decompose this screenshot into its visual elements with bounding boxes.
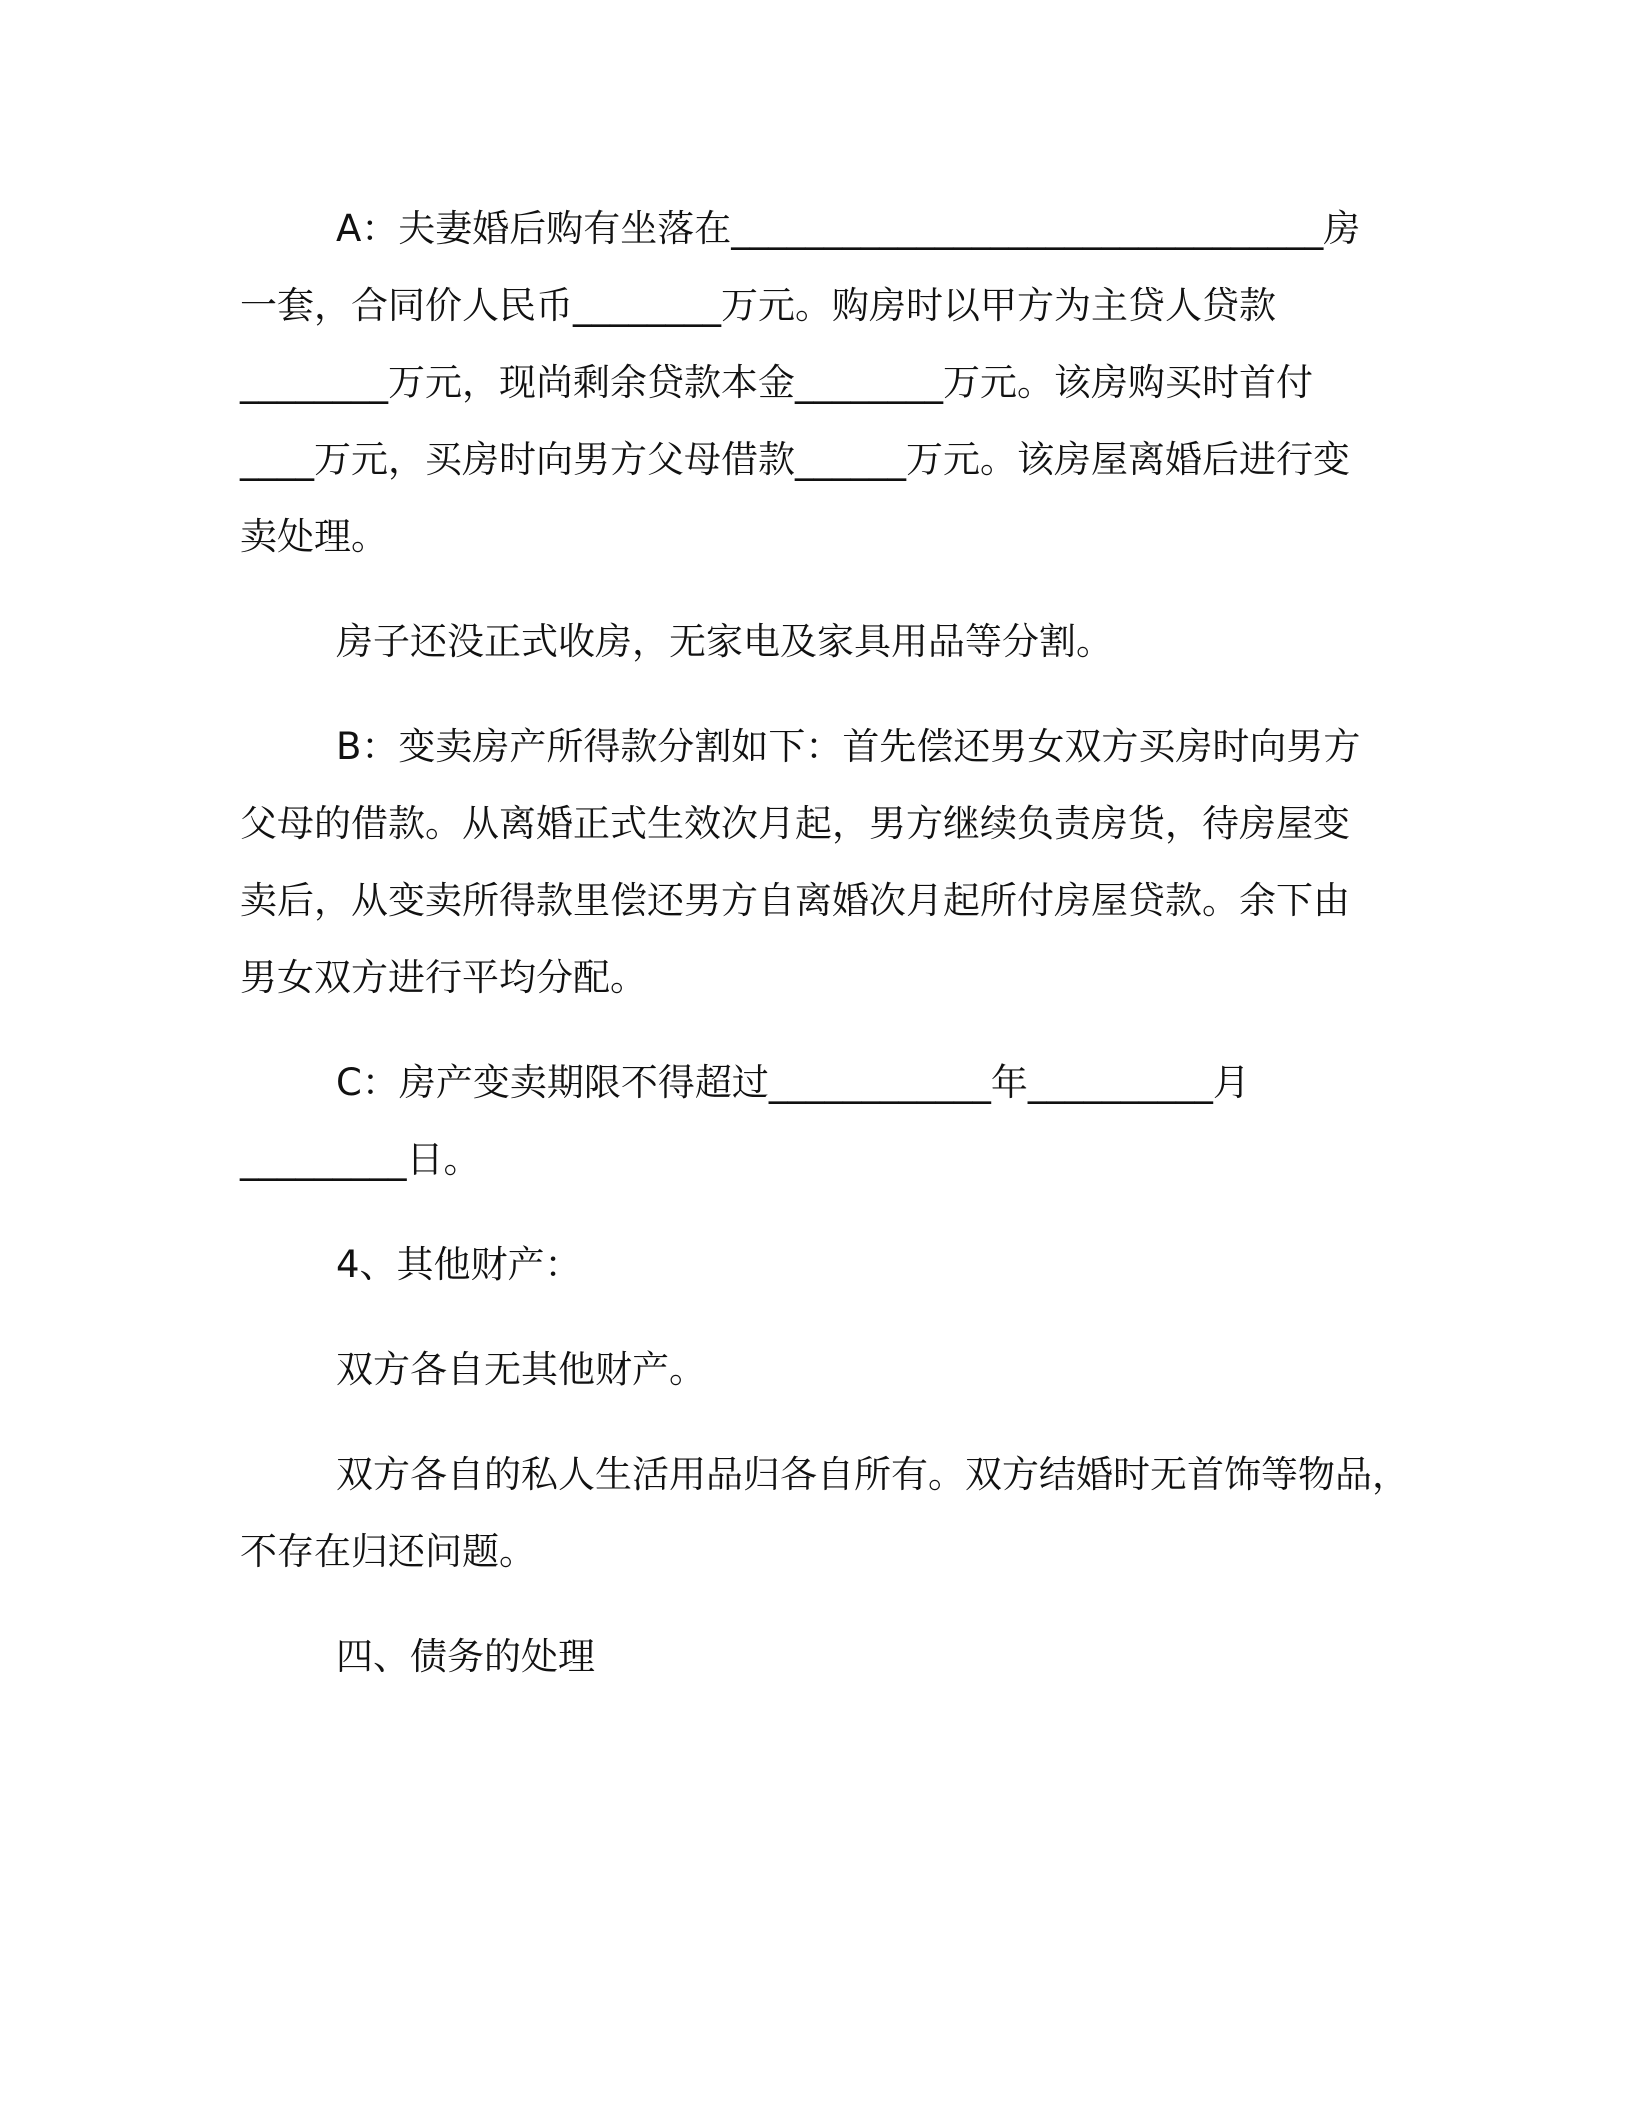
heading-other-property: [240, 1226, 1430, 1303]
text-line: ________万元，现尚剩余贷款本金________万元。该房购买时首付: [240, 361, 1313, 404]
text-line: 卖处理。: [240, 515, 388, 558]
heading-debt-handling: [240, 1618, 1430, 1695]
paragraph-personal-items: [240, 1436, 1430, 1590]
text-line: 四、债务的处理: [336, 1635, 595, 1678]
paragraph-no-appliances: [240, 603, 1430, 680]
text-line: ____万元，买房时向男方父母借款______万元。该房屋离婚后进行变: [240, 438, 1350, 481]
text-line: 一套，合同价人民币________万元。购房时以甲方为主贷人贷款: [240, 284, 1276, 327]
text-line: C：房产变卖期限不得超过____________年__________月: [336, 1061, 1250, 1104]
text-line: B：变卖房产所得款分割如下：首先偿还男女双方买房时向男方: [336, 725, 1361, 768]
text-line: 卖后，从变卖所得款里偿还男方自离婚次月起所付房屋贷款。余下由: [240, 879, 1350, 922]
text-line: 双方各自无其他财产。: [336, 1348, 706, 1391]
paragraph-house-purchase: [240, 190, 1430, 575]
paragraph-sale-proceeds: [240, 708, 1430, 1016]
paragraph-sale-deadline: [240, 1044, 1430, 1198]
text-line: 房子还没正式收房，无家电及家具用品等分割。: [336, 620, 1113, 663]
paragraph-no-other-property: [240, 1331, 1430, 1408]
text-line: 不存在归还问题。: [240, 1530, 536, 1573]
document-body: [240, 190, 1430, 1723]
text-line: 男女双方进行平均分配。: [240, 956, 647, 999]
text-line: A：夫妻婚后购有坐落在________________________________房: [336, 207, 1361, 250]
text-line: 4、其他财产：: [336, 1243, 582, 1286]
text-line: 双方各自的私人生活用品归各自所有。双方结婚时无首饰等物品，: [336, 1453, 1409, 1496]
text-line: _________日。: [240, 1138, 481, 1181]
text-line: 父母的借款。从离婚正式生效次月起，男方继续负责房货，待房屋变: [240, 802, 1350, 845]
